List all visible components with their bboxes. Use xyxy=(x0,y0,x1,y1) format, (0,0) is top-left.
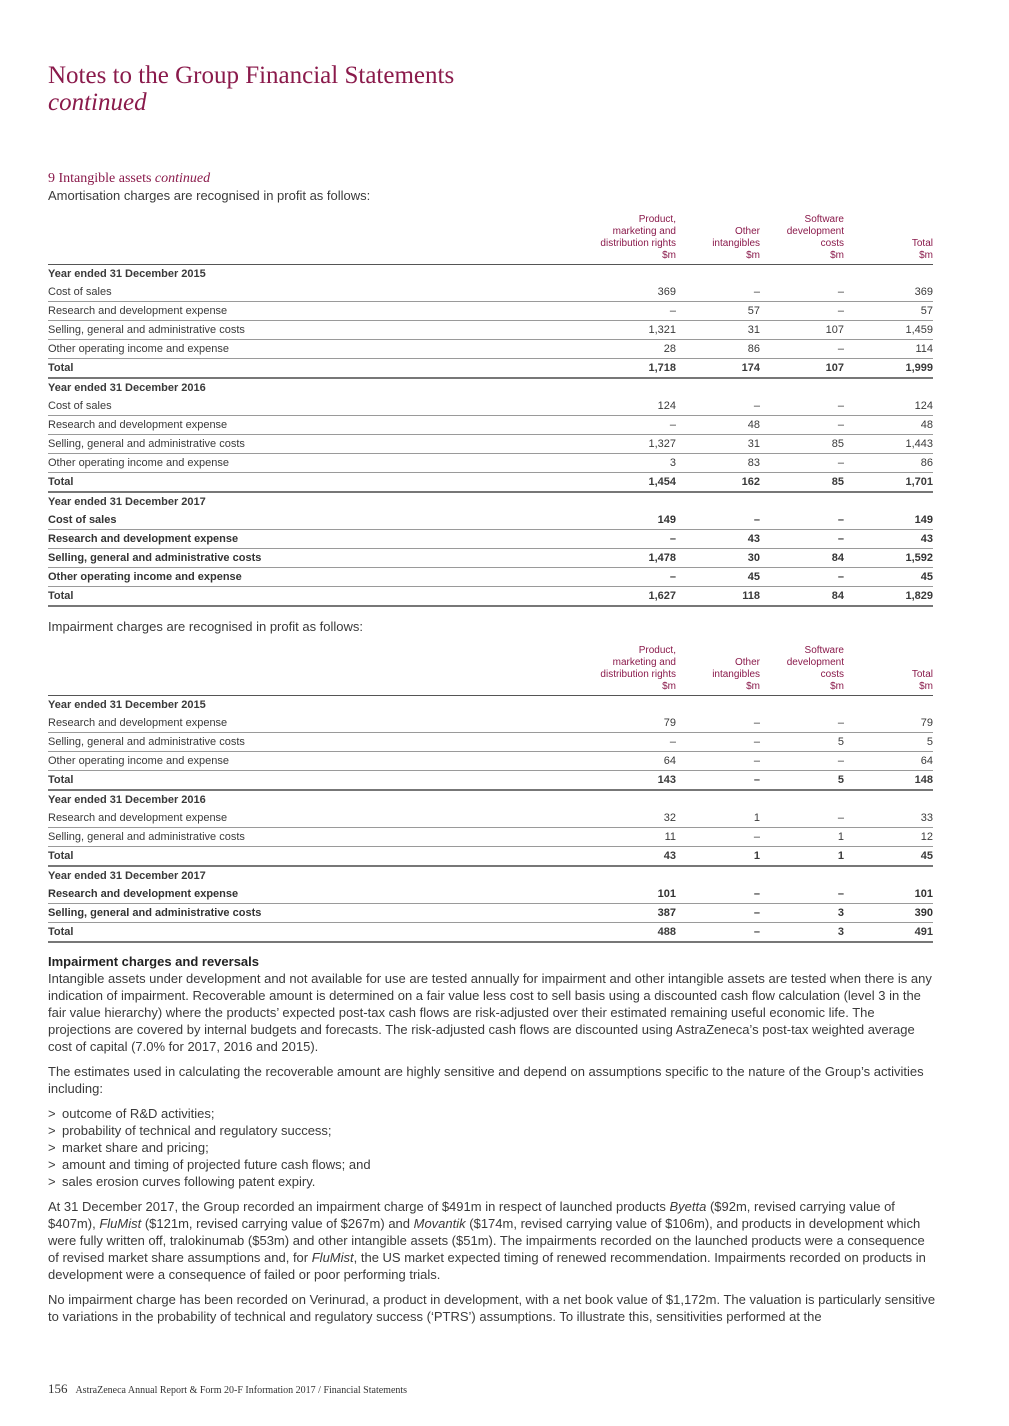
value-cell: 3 xyxy=(760,923,844,943)
value-cell: 48 xyxy=(676,416,760,435)
value-cell: 12 xyxy=(844,828,933,847)
value-cell xyxy=(760,378,844,397)
header-product-rights: Product, marketing and distribution rights $m xyxy=(598,214,676,265)
value-cell: – xyxy=(760,530,844,549)
value-cell: 45 xyxy=(844,568,933,587)
value-cell xyxy=(760,492,844,511)
value-cell: 491 xyxy=(844,923,933,943)
value-cell: 11 xyxy=(598,828,676,847)
value-cell: 3 xyxy=(760,904,844,923)
year-heading-row xyxy=(48,492,933,511)
value-cell: 162 xyxy=(676,473,760,493)
row-label: Other operating income and expense xyxy=(48,454,598,473)
row-label: Selling, general and administrative costs xyxy=(48,549,598,568)
value-cell: – xyxy=(676,923,760,943)
page-title: Notes to the Group Financial Statements xyxy=(48,62,455,89)
value-cell: – xyxy=(760,340,844,359)
row-label: Cost of sales xyxy=(48,511,598,530)
value-cell: 64 xyxy=(598,752,676,771)
footer-text: AstraZeneca Annual Report & Form 20-F Information 2017 / Financial Statements xyxy=(75,1385,408,1396)
value-cell xyxy=(676,790,760,809)
table-row xyxy=(48,530,933,549)
value-cell: 1 xyxy=(676,809,760,828)
value-cell: 114 xyxy=(844,340,933,359)
reversals-paragraph-4: No impairment charge has been recorded on Verinurad, a product in development, with a net book value of $1,172m. The valuation is particularly sensitive to variations in the probability of technical and regulatory success (‘PTRS’) assumptions. To illustrate this, sensitivities performed at the xyxy=(48,1292,936,1324)
value-cell: 387 xyxy=(598,904,676,923)
value-cell: 1,627 xyxy=(598,587,676,607)
value-cell xyxy=(844,790,933,809)
header-other-intangibles: Other intangibles $m xyxy=(676,645,760,696)
value-cell: 43 xyxy=(598,847,676,867)
table-row xyxy=(48,283,933,302)
header-software-costs: Software development costs $m xyxy=(760,645,844,696)
value-cell: 124 xyxy=(844,397,933,416)
value-cell: – xyxy=(598,568,676,587)
table-row xyxy=(48,809,933,828)
bullet-marker: > xyxy=(48,1106,56,1121)
row-label: Other operating income and expense xyxy=(48,752,598,771)
header-other-intangibles: Other intangibles $m xyxy=(676,214,760,265)
value-cell: 149 xyxy=(844,511,933,530)
page-title-continued: continued xyxy=(48,89,147,116)
value-cell xyxy=(760,866,844,885)
value-cell: 390 xyxy=(844,904,933,923)
value-cell xyxy=(676,378,760,397)
page-footer xyxy=(48,1381,407,1397)
list-item xyxy=(48,1105,936,1122)
table-row xyxy=(48,321,933,340)
total-row xyxy=(48,587,933,607)
value-cell: 43 xyxy=(844,530,933,549)
value-cell: 1,443 xyxy=(844,435,933,454)
value-cell xyxy=(844,265,933,284)
bullet-marker: > xyxy=(48,1123,56,1138)
table-row xyxy=(48,752,933,771)
value-cell: – xyxy=(760,511,844,530)
value-cell xyxy=(676,492,760,511)
list-item-text: sales erosion curves following patent expiry. xyxy=(62,1174,316,1189)
bullet-marker: > xyxy=(48,1140,56,1155)
year-heading-row xyxy=(48,265,933,284)
table-row xyxy=(48,828,933,847)
value-cell: – xyxy=(598,530,676,549)
value-cell: – xyxy=(760,752,844,771)
row-label: Research and development expense xyxy=(48,416,598,435)
year-heading-row xyxy=(48,378,933,397)
page-number: 156 xyxy=(48,1381,68,1396)
value-cell: – xyxy=(598,302,676,321)
table-row xyxy=(48,714,933,733)
row-label: Total xyxy=(48,771,598,791)
value-cell: – xyxy=(598,733,676,752)
list-item xyxy=(48,1122,936,1139)
value-cell: – xyxy=(760,454,844,473)
value-cell: 1 xyxy=(760,828,844,847)
table-row xyxy=(48,549,933,568)
year-heading-row xyxy=(48,790,933,809)
table-row xyxy=(48,904,933,923)
value-cell xyxy=(676,866,760,885)
total-row xyxy=(48,923,933,943)
value-cell: – xyxy=(760,885,844,904)
row-label: Other operating income and expense xyxy=(48,568,598,587)
value-cell: 1 xyxy=(760,847,844,867)
row-label: Research and development expense xyxy=(48,809,598,828)
value-cell: – xyxy=(676,283,760,302)
value-cell: – xyxy=(760,302,844,321)
section-number-title: 9 Intangible assets xyxy=(48,171,152,186)
table-row xyxy=(48,568,933,587)
list-item-text: probability of technical and regulatory success; xyxy=(62,1123,332,1138)
row-label: Selling, general and administrative costs xyxy=(48,733,598,752)
header-product-rights: Product, marketing and distribution rights $m xyxy=(598,645,676,696)
year-heading-row xyxy=(48,866,933,885)
table-row xyxy=(48,397,933,416)
impairment-reversals-section xyxy=(48,953,936,1333)
value-cell xyxy=(598,378,676,397)
table-row xyxy=(48,340,933,359)
row-label: Year ended 31 December 2015 xyxy=(48,268,206,280)
header-label-cell xyxy=(48,645,598,696)
table-row xyxy=(48,511,933,530)
row-label: Research and development expense xyxy=(48,714,598,733)
value-cell: 1,459 xyxy=(844,321,933,340)
impairment-table xyxy=(48,645,933,943)
value-cell: – xyxy=(676,714,760,733)
value-cell: 149 xyxy=(598,511,676,530)
value-cell: 57 xyxy=(676,302,760,321)
amortisation-table xyxy=(48,214,933,607)
row-label: Total xyxy=(48,847,598,867)
header-total: Total $m xyxy=(844,645,933,696)
row-label: Year ended 31 December 2017 xyxy=(48,870,206,882)
page-header xyxy=(48,62,454,116)
value-cell: 48 xyxy=(844,416,933,435)
value-cell: – xyxy=(676,885,760,904)
header-total: Total $m xyxy=(844,214,933,265)
section-continued: continued xyxy=(154,171,211,186)
total-row xyxy=(48,771,933,791)
year-heading-row xyxy=(48,696,933,715)
value-cell: 79 xyxy=(844,714,933,733)
value-cell: 31 xyxy=(676,435,760,454)
value-cell: 143 xyxy=(598,771,676,791)
row-label: Total xyxy=(48,473,598,493)
value-cell: 30 xyxy=(676,549,760,568)
assumptions-list xyxy=(48,1105,936,1190)
row-label: Selling, general and administrative costs xyxy=(48,828,598,847)
value-cell: 1,454 xyxy=(598,473,676,493)
value-cell: 1 xyxy=(676,847,760,867)
value-cell: – xyxy=(676,733,760,752)
value-cell: – xyxy=(676,397,760,416)
value-cell: 124 xyxy=(598,397,676,416)
section-title xyxy=(48,171,210,187)
amortisation-intro: Amortisation charges are recognised in profit as follows: xyxy=(48,188,371,203)
value-cell: – xyxy=(676,511,760,530)
row-label: Year ended 31 December 2016 xyxy=(48,382,206,394)
list-item-text: outcome of R&D activities; xyxy=(62,1106,215,1121)
value-cell: 85 xyxy=(760,435,844,454)
impairment-intro: Impairment charges are recognised in profit as follows: xyxy=(48,619,364,634)
row-label: Total xyxy=(48,587,598,607)
value-cell: – xyxy=(676,828,760,847)
value-cell: – xyxy=(760,809,844,828)
value-cell: 1,999 xyxy=(844,359,933,379)
row-label: Year ended 31 December 2015 xyxy=(48,699,206,711)
row-label: Selling, general and administrative costs xyxy=(48,435,598,454)
reversals-paragraph-3: At 31 December 2017, the Group recorded an impairment charge of $491m in respect of launched products Byetta ($92m, revised carrying value of $407m), FluMist ($121m, revised carrying value of $267m) and Movantik ($174m, revised carrying value of $106m), and products in development which were fully written off, tralokinumab ($53m) and other intangible assets ($51m). The impairments recorded on the launched products were a consequence of revised market share assumptions and, for FluMist, the US market expected timing of renewed recommendation. Impairments recorded on products in development were a consequence of failed or poor performing trials. xyxy=(48,1199,926,1282)
total-row xyxy=(48,847,933,867)
row-label: Selling, general and administrative costs xyxy=(48,904,598,923)
value-cell: 488 xyxy=(598,923,676,943)
reversals-heading: Impairment charges and reversals xyxy=(48,954,259,969)
value-cell: 101 xyxy=(844,885,933,904)
value-cell xyxy=(598,866,676,885)
value-cell: – xyxy=(598,416,676,435)
table-row xyxy=(48,454,933,473)
value-cell: 83 xyxy=(676,454,760,473)
value-cell: 174 xyxy=(676,359,760,379)
row-label: Other operating income and expense xyxy=(48,340,598,359)
value-cell: 5 xyxy=(760,771,844,791)
value-cell: 84 xyxy=(760,549,844,568)
value-cell xyxy=(676,265,760,284)
value-cell: 118 xyxy=(676,587,760,607)
value-cell xyxy=(760,790,844,809)
value-cell: – xyxy=(676,752,760,771)
table-row xyxy=(48,435,933,454)
total-row xyxy=(48,359,933,379)
value-cell: – xyxy=(676,904,760,923)
list-item-text: amount and timing of projected future cash flows; and xyxy=(62,1157,371,1172)
reversals-paragraph-1: Intangible assets under development and not available for use are tested annually for impairment and other intangible assets are tested when there is any indication of impairment. Recoverable amount is determined on a fair value less cost to sell basis using a discounted cash flow calculation (level 3 in the fair value hierarchy) where the products’ expected post-tax cash flows are risk-adjusted over their estimated remaining useful economic life. The projections are covered by internal budgets and forecasts. The risk-adjusted cash flows are discounted using AstraZeneca’s post-tax weighted average cost of capital (7.0% for 2017, 2016 and 2015). xyxy=(48,971,932,1054)
row-label: Selling, general and administrative costs xyxy=(48,321,598,340)
value-cell: 84 xyxy=(760,587,844,607)
row-label: Research and development expense xyxy=(48,302,598,321)
value-cell: 1,701 xyxy=(844,473,933,493)
value-cell xyxy=(760,696,844,715)
value-cell: 28 xyxy=(598,340,676,359)
value-cell: 1,321 xyxy=(598,321,676,340)
value-cell: – xyxy=(760,416,844,435)
bullet-marker: > xyxy=(48,1174,56,1189)
list-item-text: market share and pricing; xyxy=(62,1140,209,1155)
value-cell: 369 xyxy=(598,283,676,302)
value-cell: 32 xyxy=(598,809,676,828)
value-cell xyxy=(598,265,676,284)
value-cell: 107 xyxy=(760,359,844,379)
value-cell xyxy=(844,866,933,885)
value-cell xyxy=(844,492,933,511)
row-label: Cost of sales xyxy=(48,283,598,302)
value-cell: 86 xyxy=(844,454,933,473)
value-cell: 5 xyxy=(760,733,844,752)
row-label: Research and development expense xyxy=(48,885,598,904)
bullet-marker: > xyxy=(48,1157,56,1172)
value-cell: 85 xyxy=(760,473,844,493)
value-cell xyxy=(598,790,676,809)
value-cell xyxy=(598,492,676,511)
row-label: Cost of sales xyxy=(48,397,598,416)
list-item xyxy=(48,1173,936,1190)
value-cell: – xyxy=(760,397,844,416)
value-cell: – xyxy=(760,714,844,733)
value-cell xyxy=(844,378,933,397)
row-label: Research and development expense xyxy=(48,530,598,549)
value-cell: 43 xyxy=(676,530,760,549)
value-cell: 1,327 xyxy=(598,435,676,454)
value-cell: 86 xyxy=(676,340,760,359)
value-cell: – xyxy=(760,568,844,587)
value-cell: 45 xyxy=(676,568,760,587)
header-label-cell xyxy=(48,214,598,265)
row-label: Year ended 31 December 2017 xyxy=(48,496,206,508)
table-row xyxy=(48,885,933,904)
table-header-row xyxy=(48,214,933,265)
table-header-row xyxy=(48,645,933,696)
table-row xyxy=(48,733,933,752)
value-cell: 1,478 xyxy=(598,549,676,568)
reversals-paragraph-2: The estimates used in calculating the recoverable amount are highly sensitive and depend on assumptions specific to the nature of the Group’s activities including: xyxy=(48,1064,924,1096)
row-label: Total xyxy=(48,923,598,943)
value-cell: 79 xyxy=(598,714,676,733)
value-cell: 3 xyxy=(598,454,676,473)
value-cell: 1,718 xyxy=(598,359,676,379)
value-cell xyxy=(676,696,760,715)
total-row xyxy=(48,473,933,493)
row-label: Total xyxy=(48,359,598,379)
value-cell: 33 xyxy=(844,809,933,828)
value-cell xyxy=(844,696,933,715)
table-row xyxy=(48,302,933,321)
value-cell: 369 xyxy=(844,283,933,302)
value-cell: – xyxy=(676,771,760,791)
value-cell: 107 xyxy=(760,321,844,340)
table-row xyxy=(48,416,933,435)
value-cell: – xyxy=(760,283,844,302)
value-cell: 1,829 xyxy=(844,587,933,607)
value-cell xyxy=(760,265,844,284)
value-cell: 45 xyxy=(844,847,933,867)
value-cell: 31 xyxy=(676,321,760,340)
header-software-costs: Software development costs $m xyxy=(760,214,844,265)
list-item xyxy=(48,1156,936,1173)
value-cell: 148 xyxy=(844,771,933,791)
value-cell: 57 xyxy=(844,302,933,321)
value-cell: 5 xyxy=(844,733,933,752)
value-cell xyxy=(598,696,676,715)
list-item xyxy=(48,1139,936,1156)
value-cell: 1,592 xyxy=(844,549,933,568)
row-label: Year ended 31 December 2016 xyxy=(48,794,206,806)
value-cell: 64 xyxy=(844,752,933,771)
value-cell: 101 xyxy=(598,885,676,904)
